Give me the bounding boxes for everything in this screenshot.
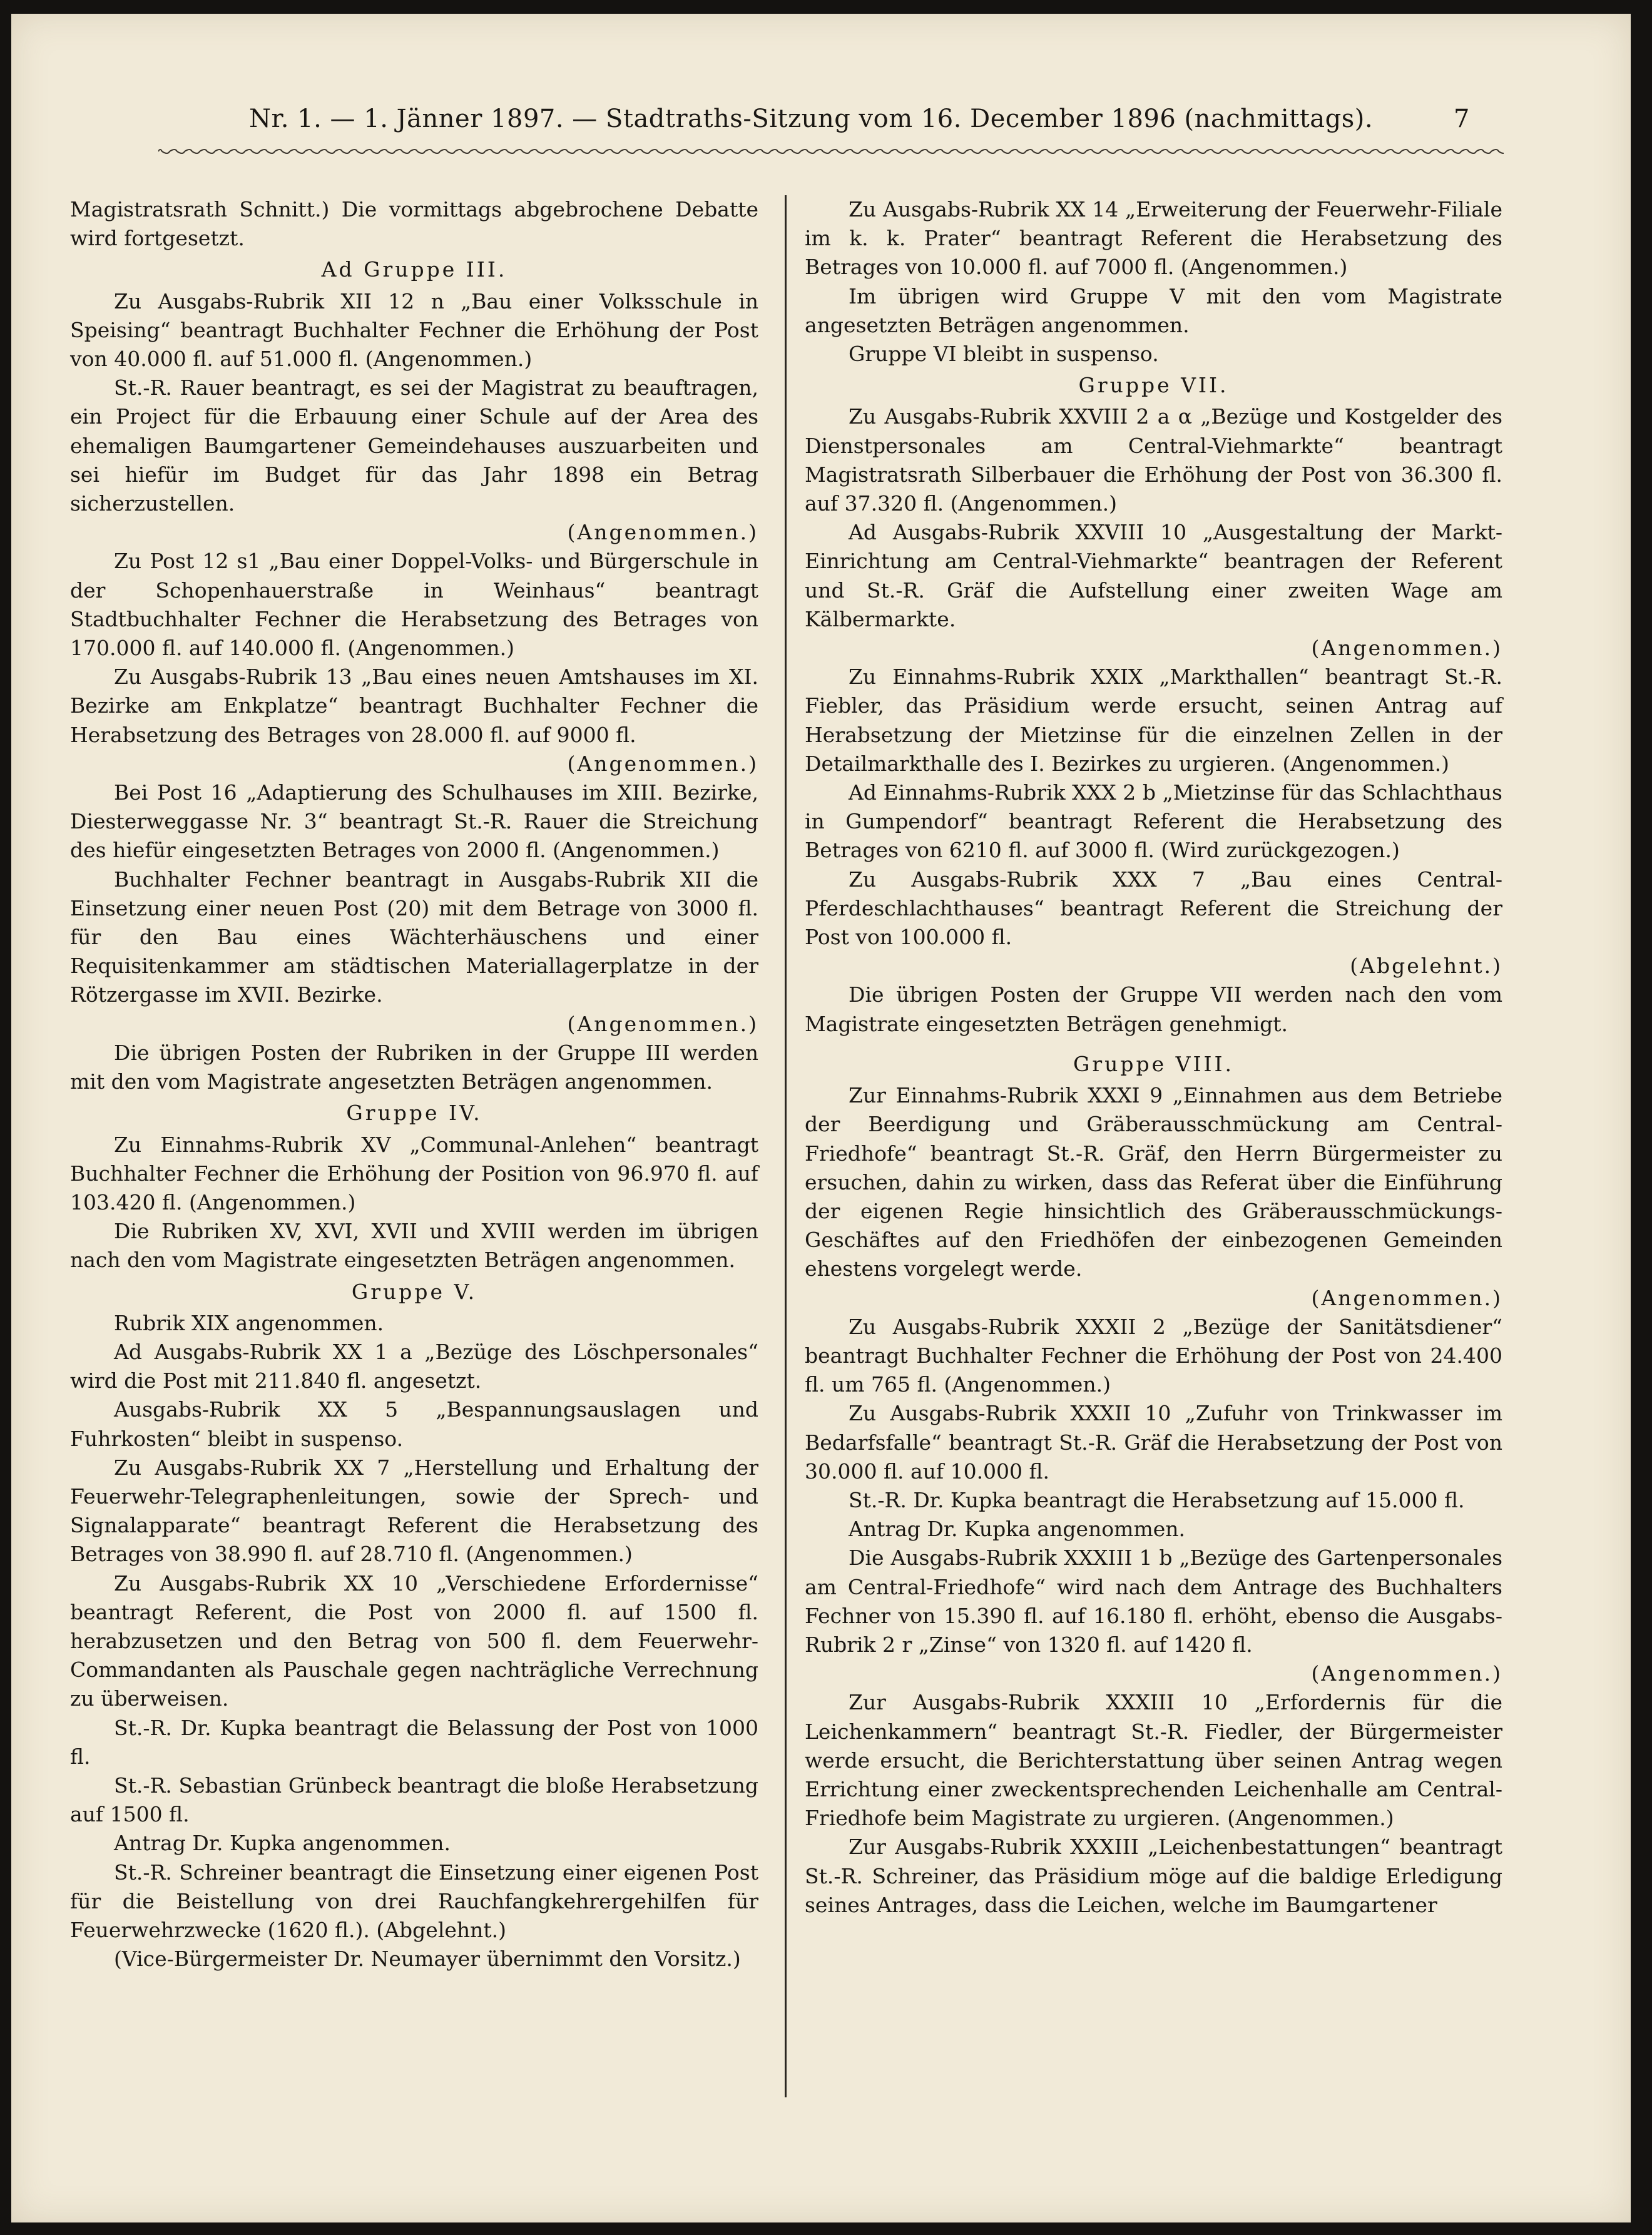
paragraph: Zu Post 12 s1 „Bau einer Doppel-Volks- und Bürgerschule in der Schopenhauerstraße in Weinhaus“ beantragt Stadtbuchhalter Fechner die Herabsetzung des Betrages von 170.000 fl. auf 140.000 fl. (Angenommen.) [70, 549, 758, 661]
paragraph: Antrag Dr. Kupka angenommen. [114, 1831, 451, 1856]
paragraph: St.-R. Schreiner beantragt die Einsetzung einer eigenen Post für die Beistellung von drei Rauchfangkehrergehilfen für Feuerwehrzwecke (1620 fl.). (Abgelehnt.) [70, 1860, 758, 1942]
section-heading: Gruppe VIII. [1073, 1051, 1235, 1076]
paragraph: Zur Einnahms-Rubrik XXXI 9 „Einnahmen aus dem Betriebe der Beerdigung und Gräberausschmückung am Central-Friedhofe“ beantragt St.-R. Gräf, den Herrn Bürgermeister zu ersuchen, dahin zu wirken, dass das Referat über die Einführung der eigenen Regie hinsichtlich des Gräberausschmückungs-Geschäftes auf den Friedhöfen der einbezogenen Gemeinden ehestens vorgelegt werde. [805, 1083, 1502, 1281]
paragraph: Zu Einnahms-Rubrik XXIX „Markthallen“ beantragt St.-R. Fiebler, das Präsidium werde ersucht, seinen Antrag auf Herabsetzung der Mietzinse für die einzelnen Zellen in der Detailmarkthalle des I. Bezirkes zu urgieren. (Angenommen.) [805, 664, 1502, 776]
paragraph: Ad Einnahms-Rubrik XXX 2 b „Mietzinse für das Schlachthaus in Gumpendorf“ beantragt Referent die Herabsetzung des Betrages von 6210 fl. auf 3000 fl. (Wird zurückgezogen.) [805, 780, 1502, 863]
paragraph: Ad Ausgabs-Rubrik XXVIII 10 „Ausgestaltung der Markt-Einrichtung am Central-Viehmarkte“ beantragen der Referent und St.-R. Gräf die Aufstellung einer zweiten Wage am Kälbermarkte. [805, 520, 1502, 631]
paragraph: Antrag Dr. Kupka angenommen. [849, 1517, 1186, 1542]
page-number: 7 [1454, 104, 1470, 133]
paragraph: Bei Post 16 „Adaptierung des Schulhauses im XIII. Bezirke, Diesterweggasse Nr. 3“ beantragt St.-R. Rauer die Streichung des hiefür eingesetzten Betrages von 2000 fl. (Angenommen.) [70, 780, 758, 863]
paragraph: Gruppe VI bleibt in suspenso. [849, 342, 1159, 367]
section-heading: Gruppe IV. [346, 1101, 482, 1126]
right-column [805, 195, 1502, 1920]
resolution-note: (Angenommen.) [1311, 1661, 1502, 1686]
paragraph: St.-R. Sebastian Grünbeck beantragt die bloße Herabsetzung auf 1500 fl. [70, 1773, 758, 1827]
paragraph: Zu Ausgabs-Rubrik XXXII 10 „Zufuhr von Trinkwasser im Bedarfsfalle“ beantragt St.-R. Gräf die Herabsetzung der Post von 30.000 fl. auf 10.000 fl. [805, 1401, 1502, 1484]
paragraph: Zu Ausgabs-Rubrik XXX 7 „Bau eines Central-Pferdeschlachthauses“ beantragt Referent die Streichung der Post von 100.000 fl. [805, 867, 1502, 950]
paragraph: (Vice-Bürgermeister Dr. Neumayer übernimmt den Vorsitz.) [114, 1947, 741, 1972]
paragraph: Die übrigen Posten der Gruppe VII werden nach den vom Magistrate eingesetzten Beträgen genehmigt. [805, 982, 1502, 1036]
paragraph: Zur Ausgabs-Rubrik XXXIII 10 „Erfordernis für die Leichenkammern“ beantragt St.-R. Fiedler, der Bürgermeister werde ersucht, die Berichterstattung über seinen Antrag wegen Errichtung einer zweckentsprechenden Leichenhalle am Central-Friedhofe beim Magistrate zu urgieren. (Angenommen.) [805, 1690, 1502, 1831]
paragraph: St.-R. Dr. Kupka beantragt die Belassung der Post von 1000 fl. [70, 1715, 758, 1769]
paragraph: Die übrigen Posten der Rubriken in der Gruppe III werden mit den vom Magistrate angesetzten Beträgen angenommen. [70, 1040, 758, 1094]
section-heading: Gruppe V. [351, 1279, 477, 1304]
paragraph: Rubrik XIX angenommen. [114, 1310, 384, 1335]
resolution-note: (Angenommen.) [567, 520, 758, 545]
resolution-note: (Angenommen.) [567, 751, 758, 776]
newspaper-page [11, 14, 1631, 2222]
paragraph: Die Rubriken XV, XVI, XVII und XVIII werden im übrigen nach den vom Magistrate eingesetzten Beträgen angenommen. [70, 1219, 758, 1273]
paragraph: Buchhalter Fechner beantragt in Ausgabs-Rubrik XII die Einsetzung einer neuen Post (20) mit dem Betrage von 3000 fl. für den Bau eines Wächterhäuschens und einer Requisitenkammer am städtischen Materiallagerplatze in der Rötzergasse im XVII. Bezirke. [70, 867, 758, 1007]
paragraph: Die Ausgabs-Rubrik XXXIII 1 b „Bezüge des Gartenpersonales am Central-Friedhofe“ wird nach dem Antrage des Buchhalters Fechner von 15.390 fl. auf 16.180 fl. erhöht, ebenso die Ausgabs-Rubrik 2 r „Zinse“ von 1320 fl. auf 1420 fl. [805, 1545, 1502, 1657]
paragraph: Zu Ausgabs-Rubrik XX 14 „Erweiterung der Feuerwehr-Filiale im k. k. Prater“ beantragt Referent die Herabsetzung des Betrages von 10.000 fl. auf 7000 fl. (Angenommen.) [805, 197, 1502, 280]
paragraph: Magistratsrath Schnitt.) Die vormittags abgebrochene Debatte wird fortgesetzt. [70, 197, 758, 251]
column-divider [785, 195, 787, 2097]
paragraph: Zu Ausgabs-Rubrik XII 12 n „Bau einer Volksschule in Speising“ beantragt Buchhalter Fechner die Erhöhung der Post von 40.000 fl. auf 51.000 fl. (Angenommen.) [70, 288, 758, 372]
left-column [70, 195, 758, 1973]
resolution-note: (Angenommen.) [567, 1011, 758, 1036]
header-wavy-rule [158, 145, 1504, 158]
paragraph: Ad Ausgabs-Rubrik XX 1 a „Bezüge des Löschpersonales“ wird die Post mit 211.840 fl. angesetzt. [70, 1339, 758, 1393]
paragraph: Zu Ausgabs-Rubrik XX 7 „Herstellung und Erhaltung der Feuerwehr-Telegraphenleitungen, sowie der Sprech- und Signalapparate“ beantragt Referent die Herabsetzung des Betrages von 38.990 fl. auf 28.710 fl. (Angenommen.) [70, 1455, 758, 1567]
page-header: Nr. 1. — 1. Jänner 1897. — Stadtraths-Sitzung vom 16. December 1896 (nachmittags). [249, 104, 1374, 133]
paragraph: Zu Ausgabs-Rubrik XX 10 „Verschiedene Erfordernisse“ beantragt Referent, die Post von 2000 fl. auf 1500 fl. herabzusetzen und den Betrag von 500 fl. dem Feuerwehr-Commandanten als Pauschale gegen nachträgliche Verrechnung zu überweisen. [70, 1571, 758, 1711]
paragraph: St.-R. Dr. Kupka beantragt die Herabsetzung auf 15.000 fl. [849, 1487, 1465, 1512]
resolution-note: (Angenommen.) [1311, 1285, 1502, 1310]
paragraph: Ausgabs-Rubrik XX 5 „Bespannungsauslagen und Fuhrkosten“ bleibt in suspenso. [70, 1397, 758, 1451]
paragraph: Im übrigen wird Gruppe V mit den vom Magistrate angesetzten Beträgen angenommen. [805, 283, 1502, 337]
paragraph: Zu Ausgabs-Rubrik XXXII 2 „Bezüge der Sanitätsdiener“ beantragt Buchhalter Fechner die Erhöhung der Post von 24.400 fl. um 765 fl. (Angenommen.) [805, 1314, 1502, 1397]
section-heading: Ad Gruppe III. [321, 257, 507, 282]
resolution-note: (Angenommen.) [1311, 636, 1502, 661]
resolution-note: (Abgelehnt.) [1350, 954, 1502, 979]
paragraph: Zu Ausgabs-Rubrik 13 „Bau eines neuen Amtshauses im XI. Bezirke am Enkplatze“ beantragt Buchhalter Fechner die Herabsetzung des Betrages von 28.000 fl. auf 9000 fl. [70, 664, 758, 747]
paragraph: Zu Ausgabs-Rubrik XXVIII 2 a α „Bezüge und Kostgelder des Dienstpersonales am Central-Viehmarkte“ beantragt Magistratsrath Silberbauer die Erhöhung der Post von 36.300 fl. auf 37.320 fl. (Angenommen.) [805, 404, 1502, 516]
paragraph: Zu Einnahms-Rubrik XV „Communal-Anlehen“ beantragt Buchhalter Fechner die Erhöhung der Position von 96.970 fl. auf 103.420 fl. (Angenommen.) [70, 1132, 758, 1214]
section-heading: Gruppe VII. [1078, 373, 1229, 398]
paragraph: Zur Ausgabs-Rubrik XXXIII „Leichenbestattungen“ beantragt St.-R. Schreiner, das Präsidium möge auf die baldige Erledigung seines Antrages, dass die Leichen, welche im Baumgartener [805, 1835, 1502, 1917]
paragraph: St.-R. Rauer beantragt, es sei der Magistrat zu beauftragen, ein Project für die Erbauung einer Schule auf der Area des ehemaligen Baumgartener Gemeindehauses auszuarbeiten und sei hiefür im Budget für das Jahr 1898 ein Betrag sicherzustellen. [70, 375, 758, 516]
